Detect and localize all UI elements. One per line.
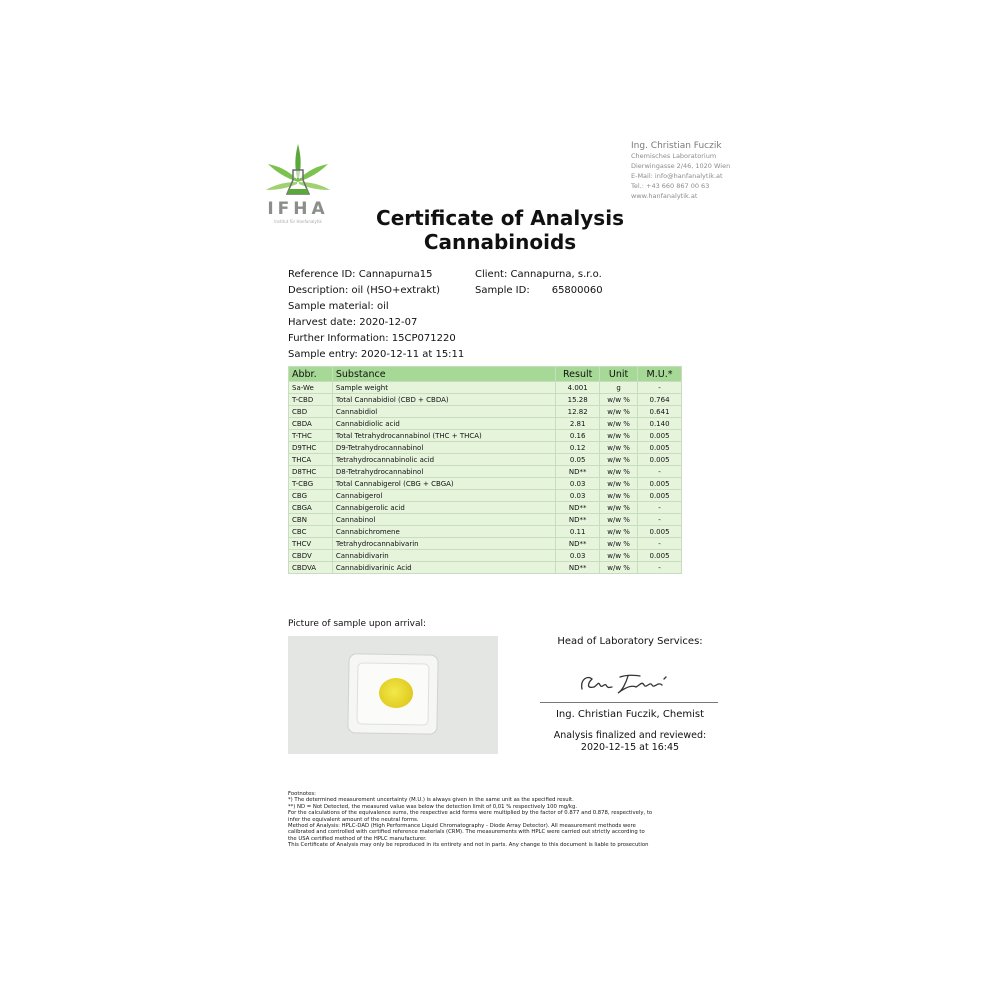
footnote-line: Method of Analysis: HPLC-DAD (High Performance Liquid Chromatography - Diode Array Detector). All measurement methods were <box>288 823 636 830</box>
table-cell: Cannabidivarinic Acid <box>332 562 555 574</box>
sample-id-value: 65800060 <box>551 285 603 296</box>
table-cell: 0.16 <box>556 430 600 442</box>
column-header: M.U.* <box>638 367 682 382</box>
column-header: Substance <box>332 367 555 382</box>
sample-material: Sample material: oil <box>288 301 389 312</box>
logo-subtitle: Institut für Hanfanalytik <box>274 219 322 224</box>
table-cell: 0.005 <box>638 490 682 502</box>
results-table <box>288 366 682 574</box>
table-cell: w/w % <box>600 538 638 550</box>
sample-tray <box>347 653 438 735</box>
table-cell: w/w % <box>600 502 638 514</box>
tray-inner <box>356 662 429 725</box>
table-cell: 4.001 <box>556 382 600 394</box>
table-cell: w/w % <box>600 526 638 538</box>
footnotes <box>288 791 738 849</box>
handwritten-signature <box>570 667 690 697</box>
table-cell: 0.005 <box>638 442 682 454</box>
table-cell: 12.82 <box>556 406 600 418</box>
table-cell: w/w % <box>600 490 638 502</box>
table-cell: - <box>638 514 682 526</box>
table-cell: w/w % <box>600 418 638 430</box>
reference-id: Reference ID: Cannapurna15 <box>288 269 433 280</box>
table-cell: ND** <box>556 538 600 550</box>
table-cell: 0.03 <box>556 550 600 562</box>
table-cell: D8THC <box>289 466 333 478</box>
table-row <box>289 406 682 418</box>
table-cell: CBGA <box>289 502 333 514</box>
table-cell: w/w % <box>600 454 638 466</box>
lab-line: Chemisches Laboratorium <box>631 152 717 160</box>
sample-id-label: Sample ID: <box>475 285 530 296</box>
table-cell: ND** <box>556 502 600 514</box>
table-cell: 0.641 <box>638 406 682 418</box>
table-row <box>289 514 682 526</box>
finalized-date: 2020-12-15 at 16:45 <box>580 742 680 753</box>
table-cell: T-CBD <box>289 394 333 406</box>
footnote-line: This Certificate of Analysis may only be reproduced in its entirety and not in parts. Any change to this document is liable to prosecution <box>288 842 649 849</box>
table-row <box>289 466 682 478</box>
sample-photo <box>288 636 498 754</box>
table-cell: - <box>638 562 682 574</box>
footnote-line: Footnotes: <box>288 791 316 797</box>
table-cell: Total Tetrahydrocannabinol (THC + THCA) <box>332 430 555 442</box>
table-cell: 2.81 <box>556 418 600 430</box>
table-cell: CBD <box>289 406 333 418</box>
table-cell: Sa-We <box>289 382 333 394</box>
table-cell: D8-Tetrahydrocannabinol <box>332 466 555 478</box>
table-cell: CBG <box>289 490 333 502</box>
table-cell: ND** <box>556 466 600 478</box>
table-cell: - <box>638 502 682 514</box>
table-row <box>289 562 682 574</box>
table-cell: ND** <box>556 514 600 526</box>
table-cell: Cannabigerolic acid <box>332 502 555 514</box>
oil-sample-drop <box>379 678 414 709</box>
client-info <box>475 267 603 299</box>
sample-info <box>288 267 464 363</box>
table-row <box>289 394 682 406</box>
table-cell: w/w % <box>600 550 638 562</box>
lab-line: E-Mail: info@hanfanalytik.at <box>631 172 723 180</box>
signature-image <box>570 667 690 697</box>
table-cell: w/w % <box>600 478 638 490</box>
table-cell: Tetrahydrocannabinolic acid <box>332 454 555 466</box>
client-label: Client: <box>475 269 508 280</box>
table-cell: 0.005 <box>638 454 682 466</box>
table-cell: g <box>600 382 638 394</box>
table-row <box>289 538 682 550</box>
table-row <box>289 526 682 538</box>
lab-line: www.hanfanalytik.at <box>631 192 698 200</box>
table-cell: D9THC <box>289 442 333 454</box>
table-cell: w/w % <box>600 430 638 442</box>
table-cell: Tetrahydrocannabivarin <box>332 538 555 550</box>
picture-label: Picture of sample upon arrival: <box>288 619 427 629</box>
table-cell: CBC <box>289 526 333 538</box>
table-cell: - <box>638 382 682 394</box>
table-cell: CBDVA <box>289 562 333 574</box>
table-cell: T-THC <box>289 430 333 442</box>
table-cell: 0.005 <box>638 430 682 442</box>
table-cell: CBDV <box>289 550 333 562</box>
table-cell: - <box>638 538 682 550</box>
table-cell: 0.11 <box>556 526 600 538</box>
table-header-row <box>289 367 682 382</box>
table-cell: w/w % <box>600 466 638 478</box>
finalized-label: Analysis finalized and reviewed: <box>553 730 707 741</box>
column-header: Abbr. <box>289 367 333 382</box>
table-cell: Total Cannabigerol (CBG + CBGA) <box>332 478 555 490</box>
lab-name: Ing. Christian Fuczik <box>631 141 722 151</box>
table-cell: w/w % <box>600 514 638 526</box>
harvest-date: Harvest date: 2020-12-07 <box>288 317 418 328</box>
footnote-line: *) The determined measurement uncertainty (M.U.) is always given in the same unit as the specified result. <box>288 797 574 804</box>
head-of-lab-label: Head of Laboratory Services: <box>557 636 703 647</box>
table-cell: 0.03 <box>556 490 600 502</box>
analysis-finalized <box>530 730 730 754</box>
further-information: Further Information: 15CP071220 <box>288 333 456 344</box>
table-cell: w/w % <box>600 406 638 418</box>
table-cell: THCA <box>289 454 333 466</box>
table-cell: T-CBG <box>289 478 333 490</box>
title-line-1: Certificate of Analysis <box>376 206 624 230</box>
signature-line <box>540 702 718 703</box>
column-header: Result <box>556 367 600 382</box>
table-row <box>289 454 682 466</box>
footnote-line: **) ND = Not Detected, the measured value was below the detection limit of 0,01 % respectively 100 mg/kg. <box>288 803 578 810</box>
table-cell: 15.28 <box>556 394 600 406</box>
description: Description: oil (HSO+extrakt) <box>288 285 441 296</box>
table-cell: Cannabidiolic acid <box>332 418 555 430</box>
lab-line: Tel.: +43 660 867 00 63 <box>631 182 710 190</box>
table-cell: Total Cannabidiol (CBD + CBDA) <box>332 394 555 406</box>
logo-text: IFHA <box>267 199 329 219</box>
document-title <box>300 206 700 254</box>
table-cell: CBDA <box>289 418 333 430</box>
results-body <box>289 382 682 574</box>
lab-address <box>631 141 730 201</box>
table-cell: 0.005 <box>638 526 682 538</box>
table-cell: Cannabichromene <box>332 526 555 538</box>
table-cell: Cannabidivarin <box>332 550 555 562</box>
table-cell: 0.005 <box>638 550 682 562</box>
table-cell: THCV <box>289 538 333 550</box>
table-row <box>289 490 682 502</box>
table-cell: Cannabidiol <box>332 406 555 418</box>
table-cell: w/w % <box>600 562 638 574</box>
chemist-name: Ing. Christian Fuczik, Chemist <box>555 709 705 720</box>
table-cell: 0.05 <box>556 454 600 466</box>
table-cell: w/w % <box>600 442 638 454</box>
footnote-line: For the calculations of the equivalence sums, the respective acid forms were multiplied by the factor of 0.877 and 0.878, respectively, to <box>288 810 653 817</box>
table-cell: 0.140 <box>638 418 682 430</box>
lab-line: Dierwingasse 2/46, 1020 Wien <box>631 162 731 170</box>
cannabis-flask-icon <box>262 140 334 202</box>
sample-entry: Sample entry: 2020-12-11 at 15:11 <box>288 349 465 360</box>
table-row <box>289 430 682 442</box>
table-cell: 0.764 <box>638 394 682 406</box>
table-cell: ND** <box>556 562 600 574</box>
footnote-line: infer the equivalent amount of the neutral forms. <box>288 816 419 823</box>
table-cell: Sample weight <box>332 382 555 394</box>
table-row <box>289 382 682 394</box>
table-cell: - <box>638 466 682 478</box>
footnote-line: calibrated and controlled with certified reference materials (CRM). The measurements with HPLC were carried out strictly according to <box>288 829 645 836</box>
client-value: Cannapurna, s.r.o. <box>510 269 602 280</box>
table-cell: Cannabigerol <box>332 490 555 502</box>
title-line-2: Cannabinoids <box>423 230 577 254</box>
table-row <box>289 502 682 514</box>
table-cell: CBN <box>289 514 333 526</box>
table-cell: 0.12 <box>556 442 600 454</box>
table-row <box>289 550 682 562</box>
table-row <box>289 478 682 490</box>
footnote-line: the USA certified method of the HPLC manufacturer. <box>288 835 427 842</box>
column-header: Unit <box>600 367 638 382</box>
table-cell: D9-Tetrahydrocannabinol <box>332 442 555 454</box>
table-cell: 0.005 <box>638 478 682 490</box>
table-row <box>289 442 682 454</box>
table-cell: w/w % <box>600 394 638 406</box>
table-cell: 0.03 <box>556 478 600 490</box>
table-cell: Cannabinol <box>332 514 555 526</box>
table-row <box>289 418 682 430</box>
